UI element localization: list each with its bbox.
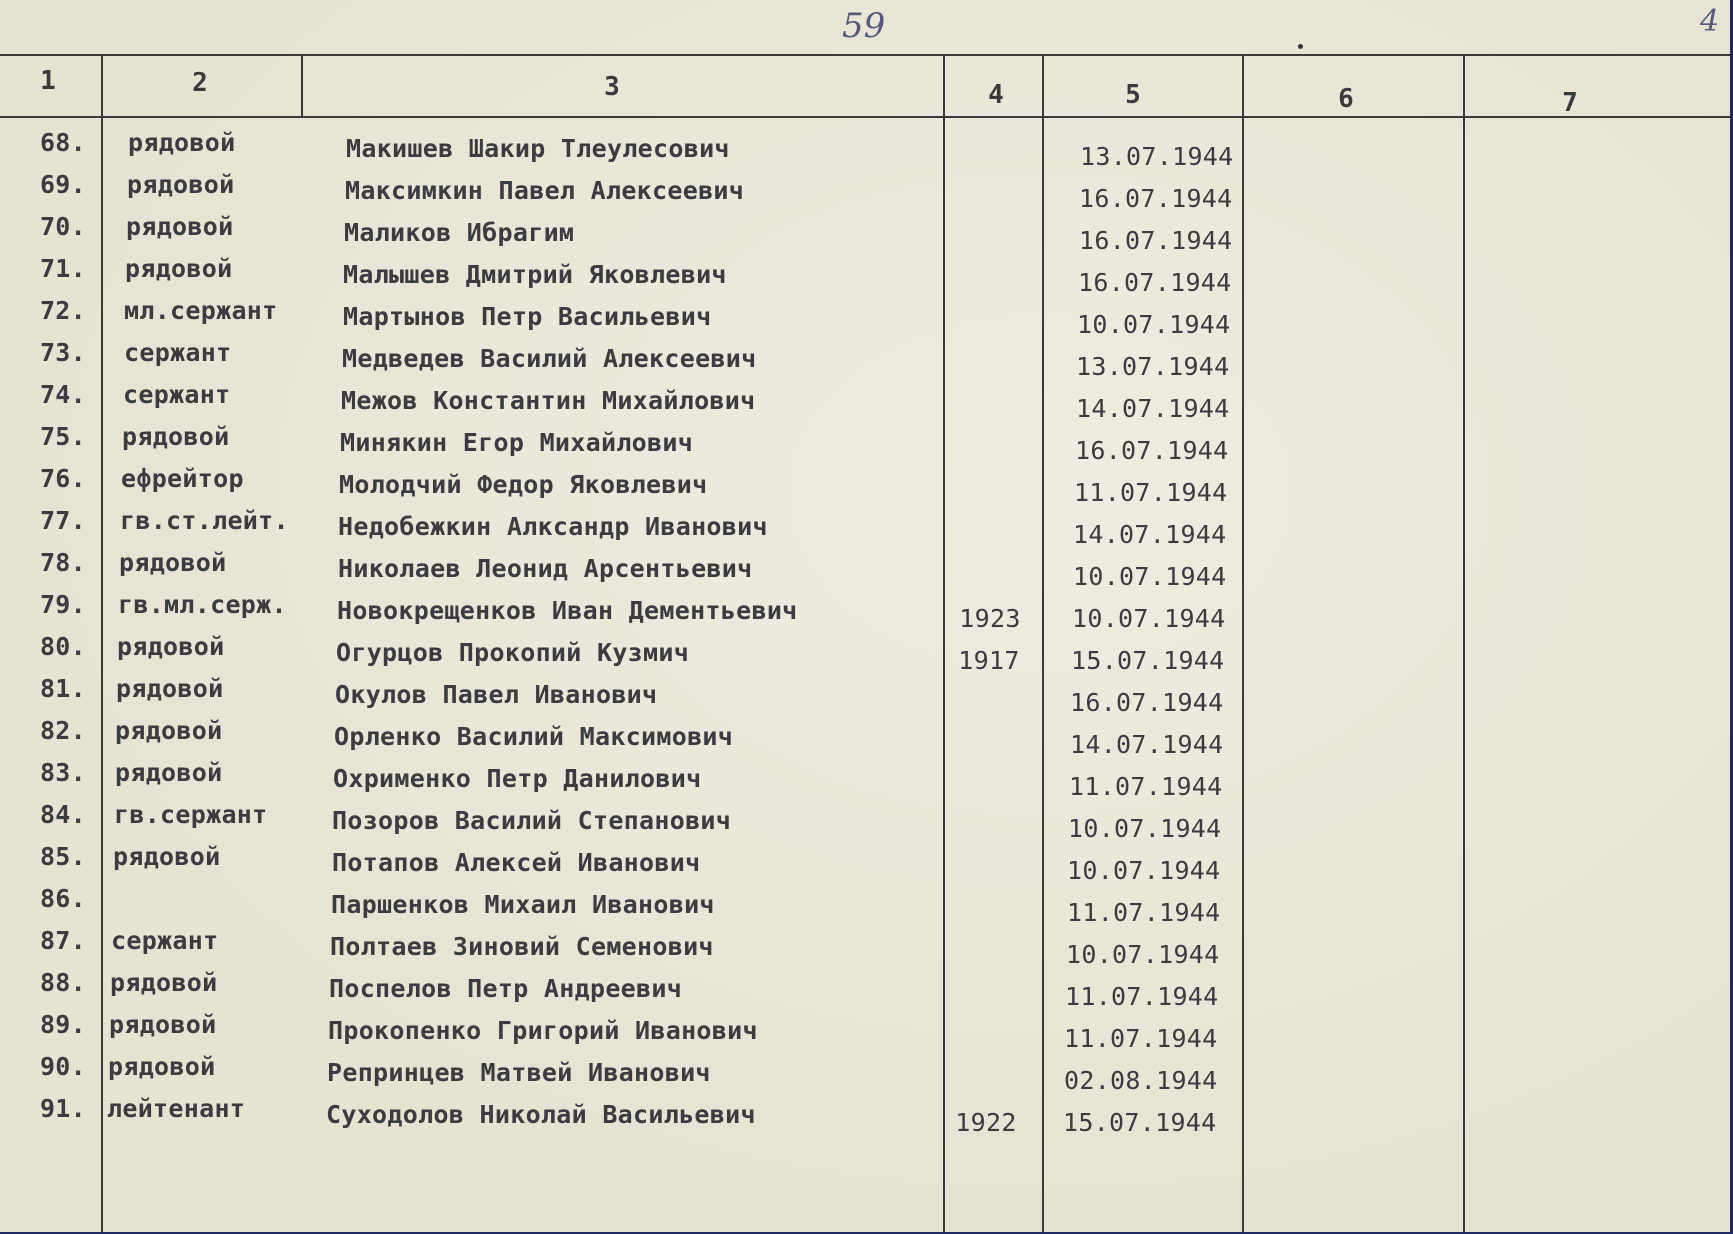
name-cell: Полтаев Зиновий Семенович: [330, 932, 714, 961]
row-number: 90.: [39, 1052, 86, 1081]
row-number: 73.: [39, 338, 86, 367]
name-cell: Медведев Василий Алексеевич: [342, 344, 757, 373]
row-number: 89.: [39, 1010, 86, 1039]
date-cell: 13.07.1944: [1076, 352, 1230, 381]
name-cell: Максимкин Павел Алексеевич: [345, 176, 745, 205]
date-cell: 16.07.1944: [1078, 268, 1232, 297]
rank-cell: рядовой: [125, 254, 233, 283]
name-cell: Орленко Василий Максимович: [334, 722, 734, 751]
rank-cell: сержант: [111, 926, 219, 955]
rank-cell: рядовой: [109, 1010, 217, 1039]
rank-cell: рядовой: [126, 212, 234, 241]
column-number-7: 7: [1562, 88, 1578, 118]
rank-cell: гв.мл.серж.: [118, 590, 287, 619]
date-cell: 10.07.1944: [1073, 562, 1227, 591]
row-number: 83.: [39, 758, 86, 787]
name-cell: Паршенков Михаил Иванович: [331, 890, 715, 919]
column-number-3: 3: [604, 72, 620, 102]
name-cell: Позоров Василий Степанович: [332, 806, 732, 835]
date-cell: 11.07.1944: [1074, 478, 1228, 507]
name-cell: Макишев Шакир Тлеулесович: [346, 134, 730, 163]
rank-cell: гв.сержант: [114, 800, 268, 829]
row-number: 81.: [39, 674, 86, 703]
date-cell: 10.07.1944: [1077, 310, 1231, 339]
date-cell: 16.07.1944: [1079, 226, 1233, 255]
row-number: 87.: [39, 926, 86, 955]
name-cell: Николаев Леонид Арсентьевич: [338, 554, 753, 583]
header-bottom-border: [0, 116, 1730, 118]
date-cell: 13.07.1944: [1080, 142, 1234, 171]
rank-cell: сержант: [124, 338, 232, 367]
birth-year-cell: 1917: [958, 646, 1020, 675]
date-cell: 10.07.1944: [1066, 940, 1220, 969]
column-number-6: 6: [1338, 84, 1354, 114]
rank-cell: рядовой: [115, 758, 223, 787]
column-divider-5: [1242, 54, 1244, 1234]
rank-cell: гв.ст.лейт.: [120, 506, 289, 535]
name-cell: Минякин Егор Михайлович: [340, 428, 694, 457]
date-cell: 10.07.1944: [1068, 814, 1222, 843]
name-cell: Огурцов Прокопий Кузмич: [336, 638, 690, 667]
date-cell: 16.07.1944: [1079, 184, 1233, 213]
rank-cell: рядовой: [115, 716, 223, 745]
ink-dot: [1298, 44, 1303, 49]
name-cell: Новокрещенков Иван Дементьевич: [337, 596, 798, 625]
row-number: 71.: [39, 254, 86, 283]
date-cell: 14.07.1944: [1070, 730, 1224, 759]
rank-cell: мл.сержант: [124, 296, 278, 325]
column-divider-2: [301, 54, 303, 118]
name-cell: Молодчий Федор Яковлевич: [339, 470, 708, 499]
column-divider-3: [943, 54, 945, 1234]
date-cell: 10.07.1944: [1072, 604, 1226, 633]
date-cell: 11.07.1944: [1067, 898, 1221, 927]
rank-cell: рядовой: [108, 1052, 216, 1081]
date-cell: 10.07.1944: [1067, 856, 1221, 885]
name-cell: Окулов Павел Иванович: [335, 680, 658, 709]
name-cell: Поспелов Петр Андреевич: [329, 974, 683, 1003]
rank-cell: рядовой: [128, 128, 236, 157]
name-cell: Малышев Дмитрий Яковлевич: [343, 260, 727, 289]
row-number: 85.: [39, 842, 86, 871]
name-cell: Потапов Алексей Иванович: [332, 848, 701, 877]
date-cell: 14.07.1944: [1076, 394, 1230, 423]
name-cell: Репринцев Матвей Иванович: [327, 1058, 711, 1087]
name-cell: Недобежкин Алксандр Иванович: [338, 512, 768, 541]
rank-cell: рядовой: [127, 170, 235, 199]
birth-year-cell: 1923: [959, 604, 1021, 633]
row-number: 91.: [39, 1094, 86, 1123]
birth-year-cell: 1922: [955, 1108, 1017, 1137]
date-cell: 16.07.1944: [1075, 436, 1229, 465]
rank-cell: рядовой: [117, 632, 225, 661]
row-number: 74.: [39, 380, 86, 409]
row-number: 77.: [39, 506, 86, 535]
name-cell: Охрименко Петр Данилович: [333, 764, 702, 793]
rank-cell: рядовой: [110, 968, 218, 997]
row-number: 72.: [39, 296, 86, 325]
column-number-5: 5: [1125, 80, 1141, 110]
column-number-4: 4: [988, 80, 1004, 110]
row-number: 68.: [39, 128, 86, 157]
date-cell: 15.07.1944: [1071, 646, 1225, 675]
date-cell: 11.07.1944: [1064, 1024, 1218, 1053]
date-cell: 14.07.1944: [1073, 520, 1227, 549]
row-number: 88.: [39, 968, 86, 997]
rank-cell: сержант: [123, 380, 231, 409]
row-number: 79.: [39, 590, 86, 619]
name-cell: Межов Константин Михайлович: [341, 386, 756, 415]
table-top-border: [0, 54, 1730, 56]
row-number: 86.: [39, 884, 86, 913]
row-number: 75.: [39, 422, 86, 451]
date-cell: 02.08.1944: [1064, 1066, 1218, 1095]
rank-cell: рядовой: [113, 842, 221, 871]
sheet-number: 59: [842, 6, 886, 46]
date-cell: 11.07.1944: [1065, 982, 1219, 1011]
row-number: 80.: [39, 632, 86, 661]
row-number: 70.: [39, 212, 86, 241]
column-number-1: 1: [40, 66, 56, 96]
corner-mark: 4: [1700, 4, 1720, 39]
name-cell: Прокопенко Григорий Иванович: [328, 1016, 758, 1045]
row-number: 76.: [39, 464, 86, 493]
name-cell: Суходолов Николай Васильевич: [326, 1100, 756, 1129]
column-number-2: 2: [192, 68, 208, 98]
rank-cell: лейтенант: [107, 1094, 246, 1123]
row-number: 82.: [39, 716, 86, 745]
row-number: 78.: [39, 548, 86, 577]
row-number: 69.: [39, 170, 86, 199]
rank-cell: рядовой: [122, 422, 230, 451]
name-cell: Мартынов Петр Васильевич: [343, 302, 712, 331]
rank-cell: ефрейтор: [121, 464, 244, 493]
column-divider-4: [1042, 54, 1044, 1234]
date-cell: 16.07.1944: [1070, 688, 1224, 717]
column-divider-6: [1463, 54, 1465, 1234]
rank-cell: рядовой: [116, 674, 224, 703]
name-cell: Маликов Ибрагим: [344, 218, 575, 247]
rank-cell: рядовой: [119, 548, 227, 577]
date-cell: 15.07.1944: [1063, 1108, 1217, 1137]
date-cell: 11.07.1944: [1069, 772, 1223, 801]
row-number: 84.: [39, 800, 86, 829]
column-divider-1: [101, 54, 103, 1234]
